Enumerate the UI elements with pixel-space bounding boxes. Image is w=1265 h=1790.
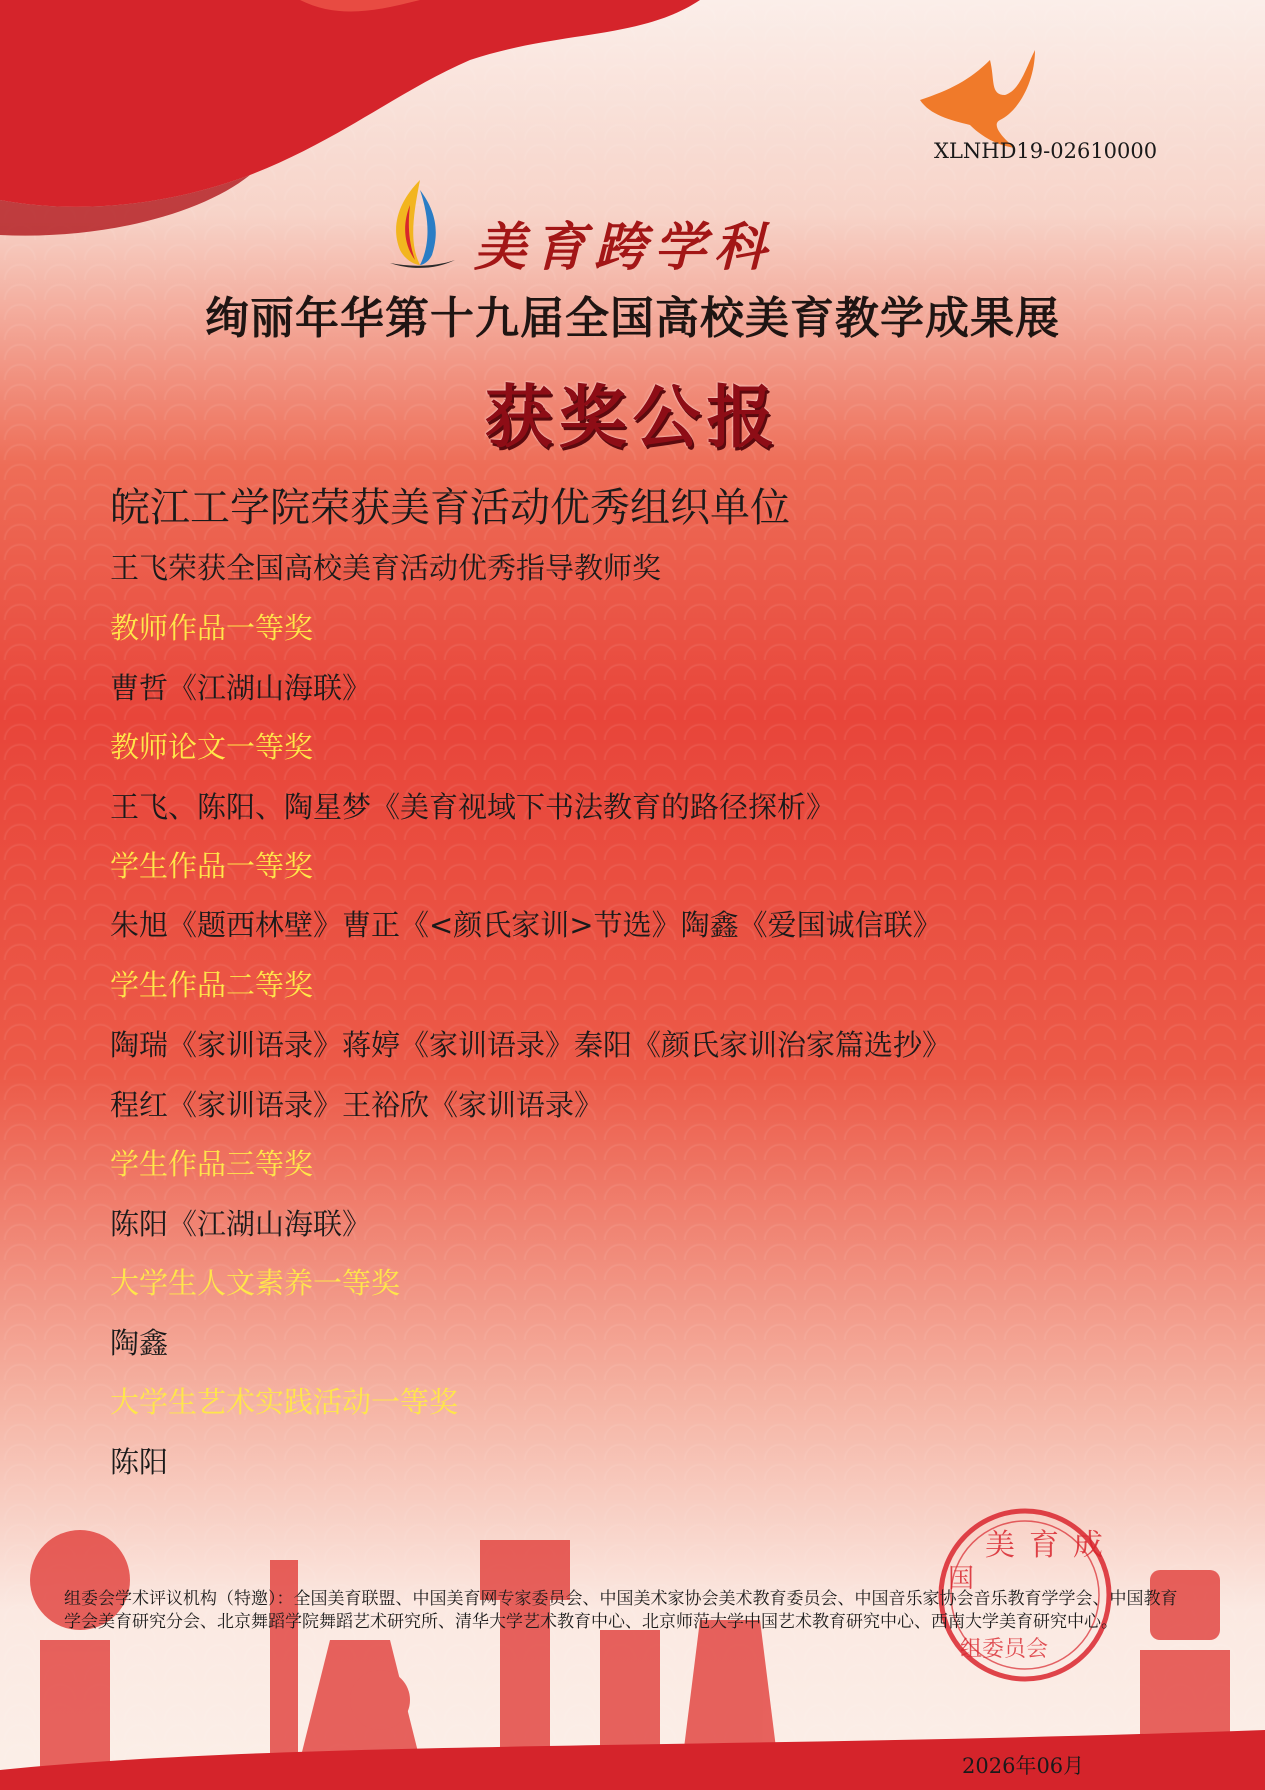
seal-text-top: 美育成 xyxy=(985,1528,1117,1563)
organization-award: 皖江工学院荣获美育活动优秀组织单位 xyxy=(110,485,790,531)
award-entry: 陶鑫 xyxy=(110,1326,169,1360)
award-category: 大学生人文素养一等奖 xyxy=(110,1266,401,1300)
award-entry: 陈阳 xyxy=(110,1445,169,1479)
page-subtitle: 获奖公报 xyxy=(484,378,781,458)
award-category: 学生作品二等奖 xyxy=(110,968,314,1002)
committee-list: 组委会学术评议机构（特邀）：全国美育联盟、中国美育网专家委员会、中国美术家协会美术教育委员会、中国音乐家协会音乐教育学学会、中国教育学会美育研究分会、北京舞蹈学院舞蹈艺术研究所、清华大学艺术教育中心、北京师范大学中国艺术教育研究中心、西南大学美育研究中心。 xyxy=(64,1589,1178,1632)
award-category: 教师作品一等奖 xyxy=(110,611,314,645)
teacher-award: 王飞荣获全国高校美育活动优秀指导教师奖 xyxy=(110,551,662,585)
award-entry: 王飞、陈阳、陶星梦《美育视域下书法教育的路径探析》 xyxy=(110,790,836,824)
award-category: 大学生艺术实践活动一等奖 xyxy=(110,1385,459,1419)
seal-text-bottom: 组委员会 xyxy=(960,1637,1049,1662)
serial-number: XLNHD19-02610000 xyxy=(934,139,1158,163)
award-category: 学生作品三等奖 xyxy=(110,1147,314,1181)
award-entry: 曹哲《江湖山海联》 xyxy=(110,671,372,705)
award-entry: 陈阳《江湖山海联》 xyxy=(110,1207,372,1241)
page-title: 绚丽年华第十九届全国高校美育教学成果展 xyxy=(205,293,1060,344)
logo-flame-icon xyxy=(380,175,460,270)
award-category: 教师论文一等奖 xyxy=(110,730,314,764)
award-entry: 程红《家训语录》王裕欣《家训语录》 xyxy=(110,1088,604,1122)
award-category: 学生作品一等奖 xyxy=(110,849,314,883)
logo-text: 美育跨学科 xyxy=(474,217,775,278)
seal-text-left: 国 xyxy=(948,1564,975,1594)
issue-date: 2026年06月 xyxy=(962,1754,1085,1778)
award-entry: 朱旭《题西林壁》曹正《<颜氏家训>节选》陶鑫《爱国诚信联》 xyxy=(110,908,942,942)
award-entry: 陶瑞《家训语录》蒋婷《家训语录》秦阳《颜氏家训治家篇选抄》 xyxy=(110,1028,952,1062)
dove-icon xyxy=(910,40,1040,150)
